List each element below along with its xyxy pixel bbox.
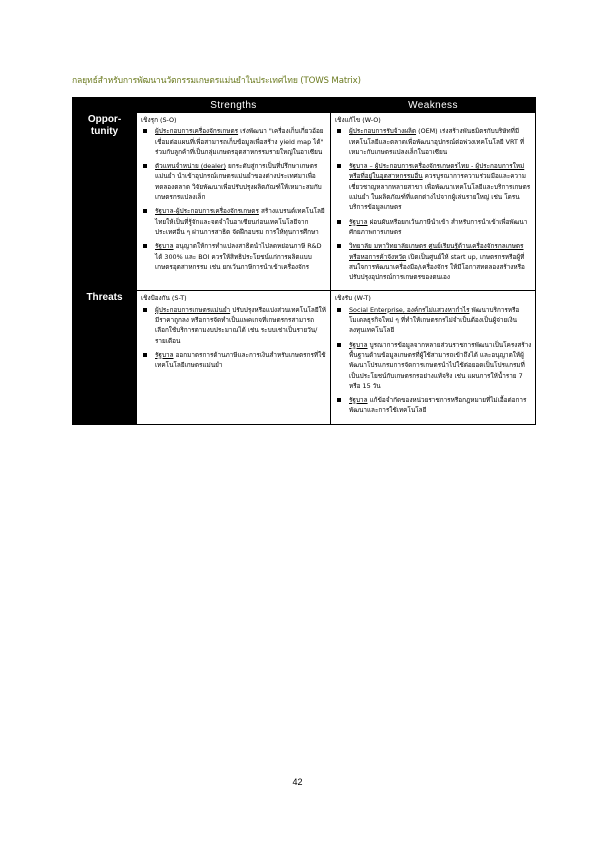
item-lead: รัฐบาล [155,350,174,359]
list-item [141,241,327,272]
threats-row [73,291,536,424]
so-list [141,126,327,272]
so-cell [137,113,331,291]
item-text: ผ่อนผันหรือยกเว้นภาษีนำเข้า สำหรับการนำเข้าเพื่อพัฒนาศักยภาพการเกษตร [349,217,528,236]
item-lead: รัฐบาล [349,340,368,349]
item-text: เปิดเป็นศูนย์ให้ start up, เกษตรกรหรือผู้ที่สนใจการพัฒนาเครื่องมือ/เครื่องจักร ให้มีโอกาสทดลองสร้างหรือปรับปรุงอุปกรณ์การเกษตรของตนเอง [349,252,525,282]
opportunity-label-line2: tunity [90,126,119,137]
item-lead: รัฐบาล – ผู้ประกอบการเครื่องจักรเกษตรไทย - ผู้ประกอบการใหม่หรือที่อยู่ในอุตสาหกรรมอื่น [349,162,525,181]
list-item [335,395,532,416]
threats-label: Threats [73,291,137,424]
list-item [141,305,327,346]
item-text: อนุญาตให้การทำแปลงสาธิตนำไปลดหย่อนภาษี R&D ได้ 300% และ BOI ควรให้สิทธิประโยชน์แก่การผลิตแบบเกษตรอุตสาหกรรม เช่น ยกเว้นภาษีการนำเข้าเครื่องจักร [155,242,322,271]
header-row [73,98,536,113]
weakness-header: Weakness [331,98,536,113]
wt-cell [331,291,536,424]
item-text: (OEM) เร่งสร้างพันธมิตรกับบริษัทที่มีเทคโนโลยีและตลาดเพื่อพัฒนาอุปกรณ์ต่อพ่วงเทคโนโลยี VRT ที่เหมาะกับเกษตรแปลงเล็กในอาเซียน [349,127,525,156]
page-number: 42 [292,777,303,787]
item-text: สร้างแบรนด์เทคโนโลยีไทยให้เป็นที่รู้จักและจดจำในอาเซียนก่อนเทคโนโลยีจากประเทศอื่น ๆ ผ่านการสาธิต จัดฝึกอบรม การให้ทุนการศึกษา [155,207,325,236]
st-list [141,305,327,371]
item-lead: รัฐบาล [349,217,368,226]
item-lead: Social Enterprise, องค์กรไม่แสวงหากำไร [349,305,470,314]
item-lead: ผู้ประกอบการเครื่องจักรเกษตร [155,127,239,136]
item-text: ควรบูรณาการความร่วมมือและความเชี่ยวชาญหลากหลายสาขา เพื่อพัฒนาเทคโนโลยีและบริการเกษตรแม่นยำ ในผลิตภัณฑ์ที่แตกต่างไปจากผู้เล่นรายใหญ่ เช่น โดรน บริการข้อมูลเกษตร [349,172,531,212]
item-lead: ผู้ประกอบการรับจ้างผลิต [349,127,417,136]
st-cell [137,291,331,424]
so-heading: เชิงรุก (S-O) [141,116,177,124]
item-text: พัฒนาบริการหรือโมเดลธุรกิจใหม่ ๆ ที่ทำให้เกษตรกรไม่จำเป็นต้องเป็นผู้จ่ายเงินลงทุนเทคโนโลยี [349,305,520,335]
item-lead: รัฐบาล-ผู้ประกอบการเครื่องจักรเกษตร [155,207,259,216]
st-heading: เชิงป้องกัน (S-T) [141,294,187,303]
list-item [141,161,327,202]
tows-matrix-table [72,97,536,425]
list-item [141,350,327,371]
item-text: บูรณาการข้อมูลจากหลายส่วนราชการพัฒนาเป็นโครงสร้างพื้นฐานด้านข้อมูลเกษตรที่ผู้ใช้สามารถเข้าถึงได้ และอนุญาตให้ผู้พัฒนาโปรแกรมการจัดการเกษตรนำไปใช้ต่อยอดเป็นโปรแกรมที่เป็นประโยชน์กับเกษตรกรอย่างแท้จริง เช่น แผนการให้น้ำราย 7 หรือ 15 วัน [349,340,532,390]
item-lead: วิทยาลัย มหาวิทยาลัยเกษตร ศูนย์เรียนรู้ด้านเครื่องจักรกลเกษตร หรือหอการค้าจังหวัด [349,242,524,261]
opportunity-label [73,113,137,291]
list-item [335,305,532,336]
item-lead: รัฐบาล [349,396,368,405]
header-corner [73,98,137,113]
list-item [335,241,532,282]
wo-heading: เชิงแก้ไข (W-O) [335,116,381,124]
list-item [141,126,327,157]
wo-cell [331,113,536,291]
list-item [335,126,532,157]
item-lead: ผู้ประกอบการเกษตรแม่นยำ [155,305,231,314]
opportunity-label-line1: Oppor- [87,114,122,125]
item-lead: รัฐบาล [155,242,174,251]
opportunity-row [73,113,536,291]
wt-heading: เชิงรับ (W-T) [335,294,371,303]
list-item [141,206,327,237]
list-item [335,217,532,238]
wo-list [335,126,532,282]
page-title: กลยุทธ์สำหรับการพัฒนานวัตกรรมเกษตรแม่นยำในประเทศไทย (TOWS Matrix) [72,76,361,86]
item-text: ปรับปรุงหรือแบ่งส่วนเทคโนโลยีให้มีราคาถูกลง หรือการจัดทำเป็นแพคเกจที่เกษตรกรสามารถเลือกใช้บริการตามงบประมาณได้ เช่น ระบบเช่าเป็นรายวัน/รายเดือน [155,305,326,345]
wt-list [335,305,532,416]
item-text: แก้ข้อจำกัดของหน่วยราชการหรือกฎหมายที่ไม่เอื้อต่อการพัฒนาและการใช้เทคโนโลยี [349,396,527,415]
item-text: ออกมาตรการด้านภาษีและการเงินสำหรับเกษตรกรที่ใช้เทคโนโลยีเกษตรแม่นยำ [155,350,326,370]
item-text: เร่งพัฒนา "เครื่องเก็บเกี่ยวอ้อยเชื่อมต่อแผนที่เพื่อสามารถเก็บข้อมูลเพื่อสร้าง yield map ได้" ร่วมกับลูกค้าที่เป็นกลุ่มเกษตรอุตสาหกรรมรายใหญ่ในอาเซียน [155,127,324,156]
list-item [335,340,532,391]
item-text: ยกระดับสู่การเป็นที่ปรึกษาเกษตรแม่นยำ นำเข้าอุปกรณ์เกษตรแม่นยำของต่างประเทศมาเพื่อทดลองตลาด วิจัยพัฒนาเพื่อปรับปรุงผลิตภัณฑ์ให้เหมาะสมกับเกษตรกรแปลงเล็ก [155,162,322,202]
strengths-header: Strengths [137,98,331,113]
item-lead: ตัวแทนจำหน่าย (dealer) [155,162,226,171]
list-item [335,161,532,212]
